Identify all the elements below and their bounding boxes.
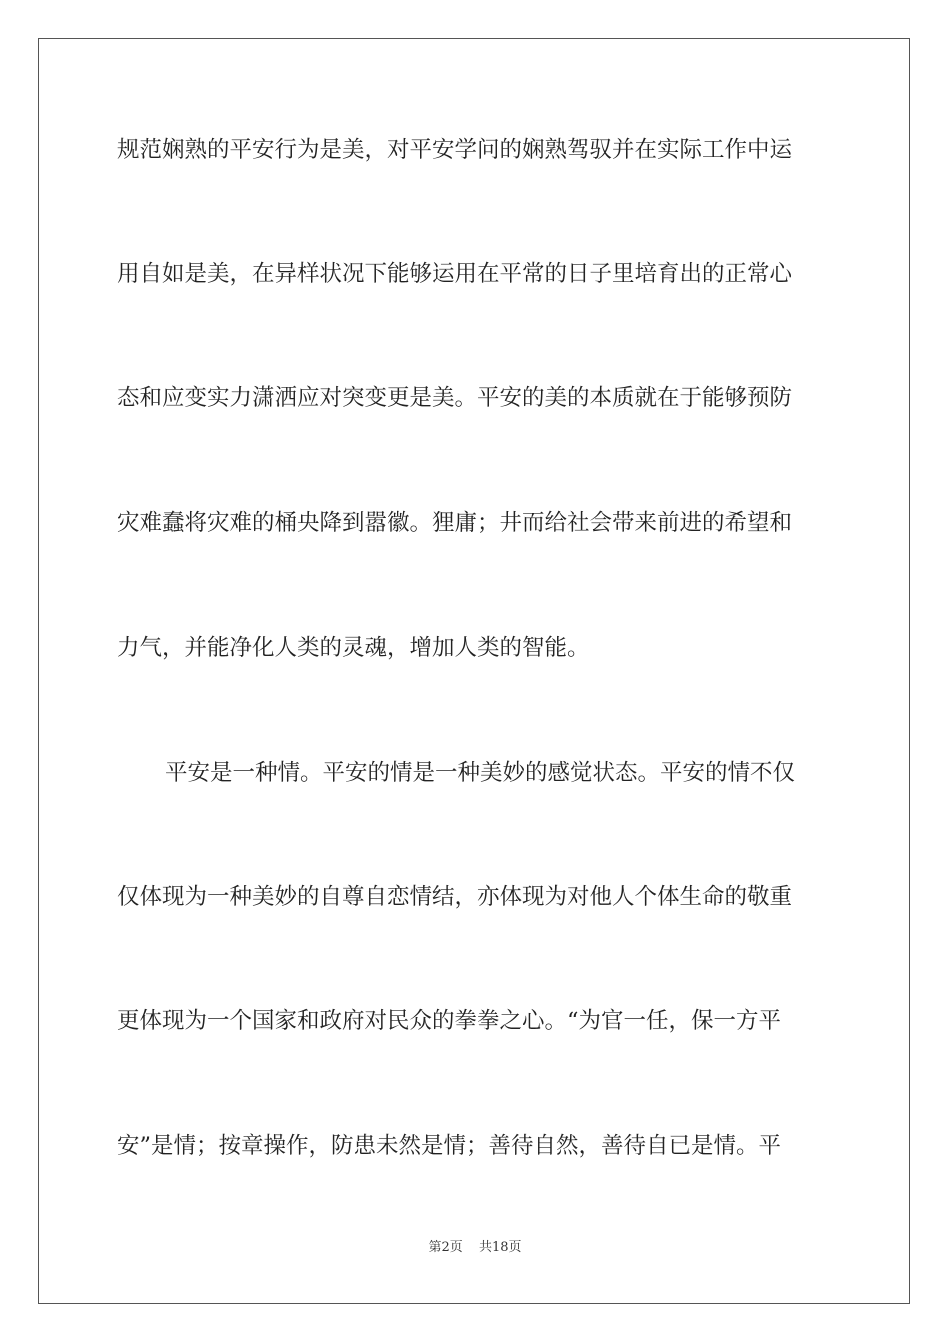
- text-line: 力气，并能净化人类的灵魂，增加人类的智能。: [117, 635, 590, 661]
- page-border: [38, 38, 910, 1304]
- text-line: 规范娴熟的平安行为是美，对平安学问的娴熟驾驭并在实际工作中运: [117, 137, 793, 163]
- paragraph-first-line: 平安是一种情。平安的情是一种美妙的感觉状态。平安的情不仅: [165, 760, 796, 786]
- page-number: 第2页: [428, 1240, 463, 1255]
- page-footer: [0, 1238, 950, 1258]
- text-line: 灾难蠢将灾难的桶央降到嚣徽。狸庸；井而给社会带来前进的希望和: [117, 510, 793, 536]
- page-total: 共18页: [478, 1240, 522, 1255]
- text-line: 态和应变实力潇洒应对突变更是美。平安的美的本质就在于能够预防: [117, 385, 793, 411]
- text-line: 更体现为一个国家和政府对民众的拳拳之心。“为官一任，保一方平: [117, 1008, 782, 1034]
- text-line: 安”是情；按章操作，防患未然是情；善待自然，善待自已是情。平: [117, 1133, 782, 1159]
- text-line: 用自如是美，在异样状况下能够运用在平常的日子里培育出的正常心: [117, 261, 793, 287]
- text-line: 仅体现为一种美妙的自尊自恋情结，亦体现为对他人个体生命的敬重: [117, 884, 793, 910]
